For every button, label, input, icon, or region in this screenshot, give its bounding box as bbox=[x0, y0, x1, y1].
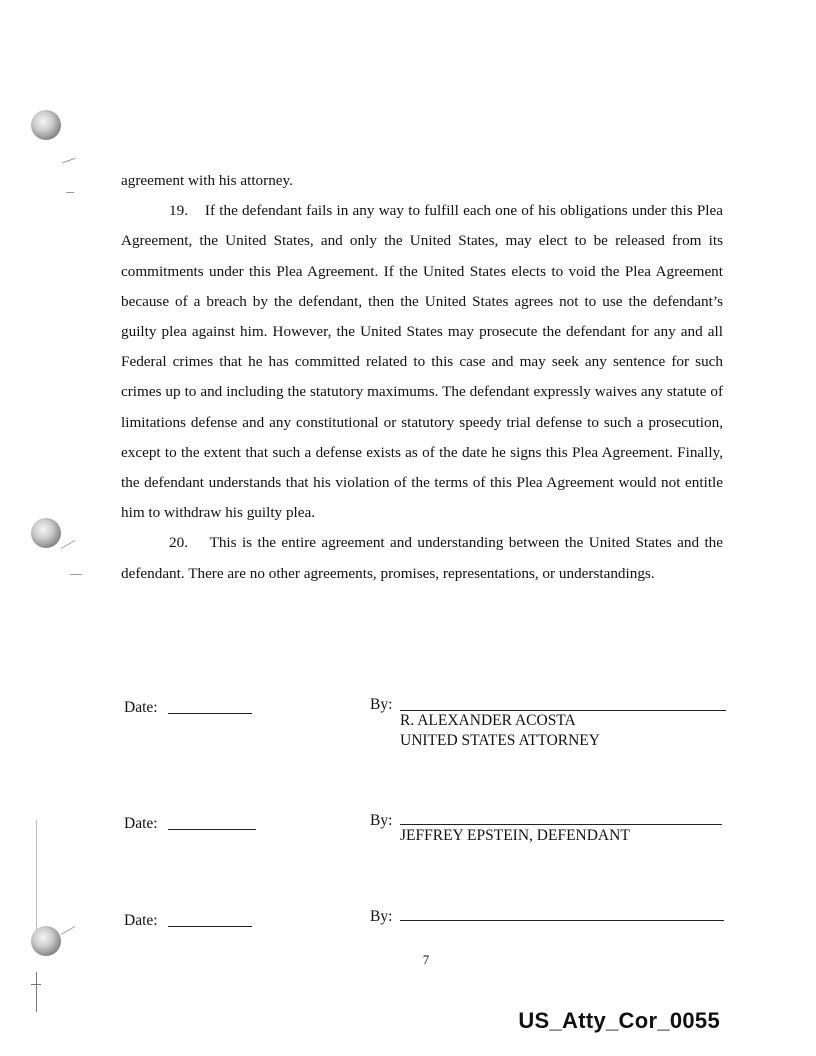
date-blank bbox=[168, 713, 252, 714]
signer-name: JEFFREY EPSTEIN, DEFENDANT bbox=[400, 827, 630, 844]
date-field bbox=[124, 814, 256, 834]
date-blank bbox=[168, 926, 252, 927]
paragraph-20 bbox=[121, 528, 723, 588]
paragraph-number: 19. bbox=[169, 202, 188, 220]
signature-line bbox=[400, 824, 722, 825]
margin-mark bbox=[61, 540, 75, 549]
margin-mark bbox=[61, 926, 75, 935]
margin-mark bbox=[36, 972, 37, 1012]
by-label: By: bbox=[370, 908, 393, 925]
date-label: Date: bbox=[124, 912, 158, 929]
plea-agreement-body bbox=[121, 166, 723, 589]
date-field bbox=[124, 911, 252, 931]
signer-name: R. ALEXANDER ACOSTA bbox=[400, 712, 576, 729]
paragraph-text: This is the entire agreement and understanding between the United States and the defendant. There are no other agreements, promises, representations, or understandings. bbox=[121, 534, 723, 582]
punch-hole-middle bbox=[31, 518, 61, 548]
date-label: Date: bbox=[124, 699, 158, 716]
date-field bbox=[124, 698, 252, 718]
punch-hole-top bbox=[31, 110, 61, 140]
date-blank bbox=[168, 829, 256, 830]
margin-mark bbox=[62, 158, 75, 164]
by-label: By: bbox=[370, 812, 393, 829]
signer-title: UNITED STATES ATTORNEY bbox=[400, 732, 600, 749]
margin-mark bbox=[70, 574, 82, 575]
by-label: By: bbox=[370, 696, 393, 713]
page-number: 7 bbox=[422, 952, 430, 967]
paragraph-text: If the defendant fails in any way to fulfill each one of his obligations under this Plea Agreement, the United States, and only the United States, may elect to be released from its commitments under this Plea Agreement. If the United States elects to void the Plea Agreement because of a breach by the defendant, then the United States agrees not to use the defendant’s guilty plea against him. However, the United States may prosecute the defendant for any and all Federal crimes that he has committed related to this case and may seek any sentence for such crimes up to and including the statutory maximums. The defendant expressly waives any statute of limitations defense and any constitutional or statutory speedy trial defense to such a prosecution, except to the extent that such a defense exists as of the date he signs this Plea Agreement. Finally, the defendant understands that his violation of the terms of this Plea Agreement would not entitle him to withdraw his guilty plea. bbox=[121, 202, 723, 522]
margin-mark bbox=[66, 192, 74, 193]
margin-mark bbox=[36, 820, 37, 930]
date-label: Date: bbox=[124, 815, 158, 832]
continuation-line: agreement with his attorney. bbox=[121, 172, 293, 189]
signature-line bbox=[400, 920, 724, 921]
paragraph-19 bbox=[121, 196, 723, 528]
margin-mark bbox=[31, 984, 41, 985]
bates-stamp: US_Atty_Cor_0055 bbox=[518, 1008, 720, 1033]
paragraph-number: 20. bbox=[169, 534, 188, 552]
